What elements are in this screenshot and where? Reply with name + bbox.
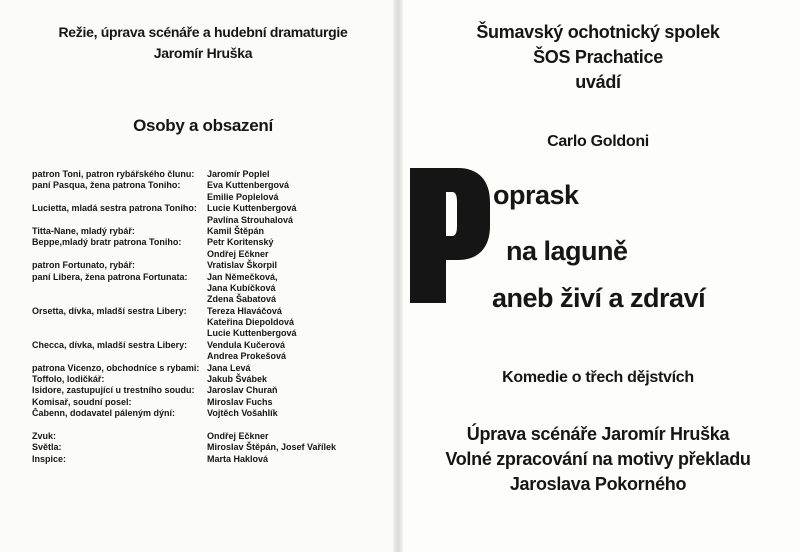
cast-role: patron Toni, patron rybářského člunu: xyxy=(32,169,195,179)
cast-row xyxy=(32,180,372,191)
cast-role: Orsetta, dívka, mladší sestra Libery: xyxy=(32,305,187,316)
cast-actor: Emilie Poplelová xyxy=(207,191,279,202)
cast-row xyxy=(32,237,372,248)
cast-role: paní Libera, žena patrona Fortunata: xyxy=(32,271,188,282)
cast-role xyxy=(32,294,207,305)
cast-row xyxy=(32,363,372,374)
cast-row xyxy=(32,192,372,203)
cast-role: Checca, dívka, mladší sestra Libery: xyxy=(32,339,188,350)
cast-row xyxy=(32,454,372,465)
cast-row xyxy=(32,249,372,260)
cast-row xyxy=(32,215,372,226)
director-line: Režie, úprava scénáře a hudební dramaturgie xyxy=(58,24,348,40)
cast-actor: Tereza Hlaváčová xyxy=(207,305,282,316)
cast-row xyxy=(32,431,372,442)
credits-block xyxy=(398,422,798,497)
cast-actor: Pavlína Strouhalová xyxy=(207,214,294,225)
cast-actor: Jana Levá xyxy=(207,362,251,373)
cast-actor xyxy=(207,420,372,431)
cast-actor: Jaromír Poplel xyxy=(207,169,270,179)
cast-row xyxy=(32,374,372,385)
company-short: ŠOS Prachatice xyxy=(533,47,663,67)
title-line-1: oprask xyxy=(493,180,579,210)
cast-role: Beppe,mladý bratr patrona Toniho: xyxy=(32,237,182,248)
cast-role xyxy=(32,420,207,431)
cast-row xyxy=(32,340,372,351)
cast-actor: Vojtěch Vošahlík xyxy=(207,408,278,419)
cast-role xyxy=(32,283,207,294)
cast-actor: Lucie Kuttenbergová xyxy=(207,203,297,214)
cast-role: Inspice: xyxy=(32,453,67,464)
cast-row xyxy=(32,260,372,271)
cast-role xyxy=(32,215,207,226)
cast-actor: Lucie Kuttenbergová xyxy=(207,328,297,339)
cast-actor: Ondřej Ečkner xyxy=(207,430,269,441)
cast-actor: Eva Kuttenbergová xyxy=(207,180,290,191)
cast-actor: Marta Haklová xyxy=(207,453,269,464)
cast-role: patrona Vicenzo, obchodníce s rybami: xyxy=(32,362,200,373)
cast-role: Lucietta, mladá sestra patrona Toniho: xyxy=(32,203,197,214)
director-credit xyxy=(38,22,368,64)
cast-row xyxy=(32,397,372,408)
genre-line: Komedie o třech dějstvích xyxy=(502,369,694,386)
company-block xyxy=(398,20,798,95)
cast-row xyxy=(32,283,372,294)
cast-row xyxy=(32,294,372,305)
cast-actor: Jaroslav Churaň xyxy=(207,385,278,396)
cast-actor: Zdena Šabatová xyxy=(207,294,277,305)
cast-title: Osoby a obsazení xyxy=(133,116,273,135)
cast-role xyxy=(32,328,207,339)
cast-actor: Miroslav Štěpán, Josef Vařílek xyxy=(207,442,337,453)
cast-list xyxy=(32,169,372,465)
cast-role xyxy=(32,351,207,362)
cast-actor: Andrea Prokešová xyxy=(207,351,287,362)
cast-row xyxy=(32,272,372,283)
title-initial-p xyxy=(410,168,490,303)
title-line-2: na laguně xyxy=(506,236,628,266)
cast-role: Komisař, soudní posel: xyxy=(32,396,132,407)
cast-row xyxy=(32,226,372,237)
cast-role: Zvuk: xyxy=(32,430,57,441)
cast-actor: Vendula Kučerová xyxy=(207,339,286,350)
cast-row xyxy=(32,442,372,453)
cast-actor: Kamil Štěpán xyxy=(207,225,265,236)
cast-role: Toffolo, lodičkář: xyxy=(32,374,105,385)
cast-actor: Ondřej Ečkner xyxy=(207,248,269,259)
cast-row xyxy=(32,169,372,180)
cast-role: patron Fortunato, rybář: xyxy=(32,260,135,271)
cast-row xyxy=(32,351,372,362)
cast-row xyxy=(32,420,372,431)
cast-role xyxy=(32,192,207,203)
author-name: Carlo Goldoni xyxy=(547,133,649,150)
cast-role: paní Pasqua, žena patrona Toniho: xyxy=(32,180,181,191)
translation-line-2: Jaroslava Pokorného xyxy=(509,474,687,494)
cast-actor: Jan Němečková, xyxy=(207,271,278,282)
cast-role xyxy=(32,317,207,328)
cast-actor: Miroslav Fuchs xyxy=(207,396,273,407)
cast-role: Titta-Nane, mladý rybář: xyxy=(32,225,135,236)
cast-row xyxy=(32,203,372,214)
cast-role: Čabenn, dodavatel páleným dýní: xyxy=(32,408,176,419)
cast-row xyxy=(32,385,372,396)
title-line-3: aneb živí a zdraví xyxy=(492,283,706,313)
cast-row xyxy=(32,328,372,339)
cast-row xyxy=(32,317,372,328)
cast-actor: Jana Kubíčková xyxy=(207,282,276,293)
cast-role: Isidore, zastupující u trestního soudu: xyxy=(32,385,195,396)
adaptation-line: Úprava scénáře Jaromír Hruška xyxy=(466,424,730,444)
cast-actor: Kateřina Diepoldová xyxy=(207,317,295,328)
cast-actor: Petr Koritenský xyxy=(207,237,274,248)
cast-actor: Vratislav Škorpil xyxy=(207,260,278,271)
company-name: Šumavský ochotnický spolek xyxy=(476,22,720,42)
director-name: Jaromír Hruška xyxy=(153,45,253,61)
cast-row xyxy=(32,408,372,419)
cast-role xyxy=(32,249,207,260)
translation-line-1: Volné zpracování na motivy překladu xyxy=(445,449,751,469)
cast-actor: Jakub Švábek xyxy=(207,374,268,385)
presents-label: uvádí xyxy=(575,72,621,92)
cast-role: Světla: xyxy=(32,442,62,453)
cast-row xyxy=(32,306,372,317)
